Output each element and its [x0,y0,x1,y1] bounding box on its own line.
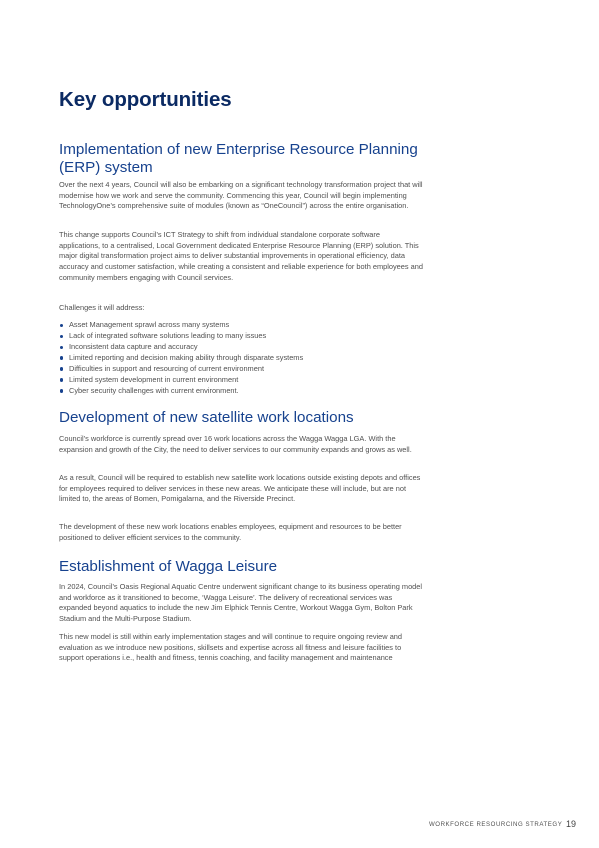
page-footer [0,819,599,831]
list-item [59,331,423,342]
list-item [59,375,423,386]
bullet-icon [60,335,63,338]
list-item [59,364,423,375]
list-item [59,342,423,353]
list-item [59,353,423,364]
list-item-text: Limited reporting and decision making ability through disparate systems [69,352,304,362]
bullet-icon [60,367,63,370]
page-number: 19 [566,819,577,829]
section-heading-satellite-locations: Development of new satellite work locations [59,409,354,426]
satellite-paragraph-1: Council’s workforce is currently spread over 16 work locations across the Wagga Wagga LGA. With the expansion and growth of the City, the need to deliver services to our community expands and grows as well. [59,434,412,454]
erp-challenges-intro: Challenges it will address: [59,303,145,312]
erp-challenges-list [59,320,423,397]
leisure-paragraph-2: This new model is still within early implementation stages and will continue to require ongoing review and evaluation as we introduce new positions, skillsets and expertise across all fitness and leisure facilities to support operations i.e., health and fitness, tennis coaching, and facility management and maintenance [59,632,403,663]
section-heading-erp: Implementation of new Enterprise Resource Planning (ERP) system [59,141,418,176]
list-item [59,386,423,397]
bullet-icon [60,346,63,349]
list-item-text: Difficulties in support and resourcing of current environment [69,363,264,373]
footer-document-title: WORKFORCE RESOURCING STRATEGY [429,821,563,828]
bullet-icon [60,378,63,381]
erp-paragraph-2: This change supports Council’s ICT Strategy to shift from individual standalone corporate software applications, to a centralised, Local Government dedicated Enterprise Resource Planning (ERP) solution. This major digital transformation project aims to deliver substantial improvements in operational efficiency, data accuracy and customer satisfaction, while creating a consistent and reliable experience for both employees and community members engaging with Council services. [59,230,423,282]
satellite-paragraph-2: As a result, Council will be required to establish new satellite work locations outside existing depots and offices for employees required to deliver services in these new areas. We anticipate these will include, but are not limited to, the areas of Bomen, Pomigalarna, and the Riverside Precinct. [59,473,421,504]
list-item [59,320,423,331]
leisure-paragraph-1: In 2024, Council’s Oasis Regional Aquatic Centre underwent significant change to its business operating model and workforce as it transitioned to become, ‘Wagga Leisure’. The delivery of recreational services was expanded beyond aquatics to include the new Jim Elphick Tennis Centre, Workout Wagga Gym, Bolton Park Stadium and the Multi-Purpose Stadium. [59,582,423,624]
list-item-text: Inconsistent data capture and accuracy [69,341,198,351]
satellite-paragraph-3: The development of these new work locations enables employees, equipment and resources to be better positioned to deliver efficient services to the community. [59,522,402,542]
erp-paragraph-1: Over the next 4 years, Council will also be embarking on a significant technology transformation project that will modernise how we work and serve the community. Commencing this year, Council will begin implementing TechnologyOne’s comprehensive suite of modules (known as “OneCouncil”) across the entire organisation. [59,180,423,211]
list-item-text: Asset Management sprawl across many systems [69,320,230,329]
page-title: Key opportunities [59,88,232,111]
bullet-icon [60,389,63,392]
list-item-text: Lack of integrated software solutions leading to many issues [69,330,267,340]
bullet-icon [60,356,63,359]
bullet-icon [60,324,63,327]
list-item-text: Cyber security challenges with current environment. [69,385,239,395]
section-heading-wagga-leisure: Establishment of Wagga Leisure [59,558,278,575]
list-item-text: Limited system development in current environment [69,374,239,384]
